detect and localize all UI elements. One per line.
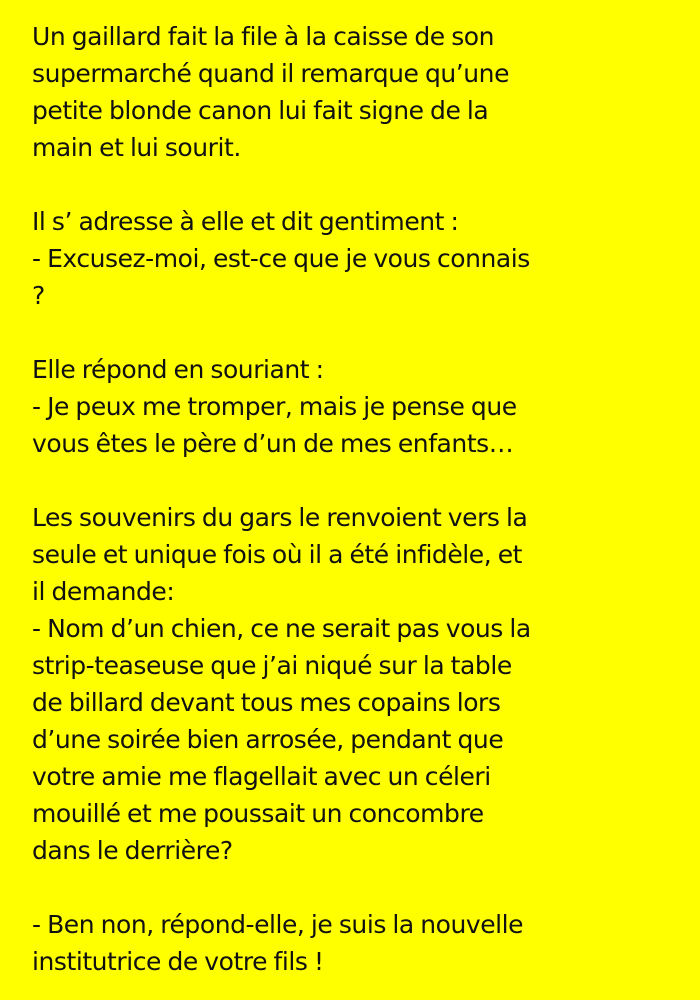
paragraph-question [32,203,680,314]
paragraph-intro [32,18,680,166]
text-line: de billard devant tous mes copains lors [32,688,501,717]
text-line: il demande: [32,577,175,606]
text-line: institutrice de votre fils ! [32,947,324,976]
text-line: - Ben non, répond-elle, je suis la nouvelle [32,910,524,939]
text-line: - Nom d’un chien, ce ne serait pas vous la [32,614,531,643]
text-line: Elle répond en souriant : [32,355,324,384]
text-line: strip-teaseuse que j’ai niqué sur la table [32,651,512,680]
text-line: mouillé et me poussait un concombre [32,799,484,828]
text-line: main et lui sourit. [32,133,241,162]
paragraph-response [32,351,680,462]
text-line: petite blonde canon lui fait signe de la [32,96,489,125]
text-line: vous êtes le père d’un de mes enfants… [32,429,514,458]
text-line: Il s’ adresse à elle et dit gentiment : [32,207,459,236]
text-line: ? [32,281,45,310]
text-line: supermarché quand il remarque qu’une [32,59,510,88]
text-line: Les souvenirs du gars le renvoient vers la [32,503,528,532]
text-line: - Excusez-moi, est-ce que je vous connais [32,244,530,273]
paragraph-memory [32,499,680,869]
paragraph-punchline [32,906,680,980]
text-line: seule et unique fois où il a été infidèle, et [32,540,522,569]
text-line: - Je peux me tromper, mais je pense que [32,392,517,421]
text-line: d’une soirée bien arrosée, pendant que [32,725,504,754]
text-line: dans le derrière? [32,836,233,865]
text-line: Un gaillard fait la file à la caisse de son [32,22,495,51]
text-line: votre amie me flagellait avec un céleri [32,762,491,791]
